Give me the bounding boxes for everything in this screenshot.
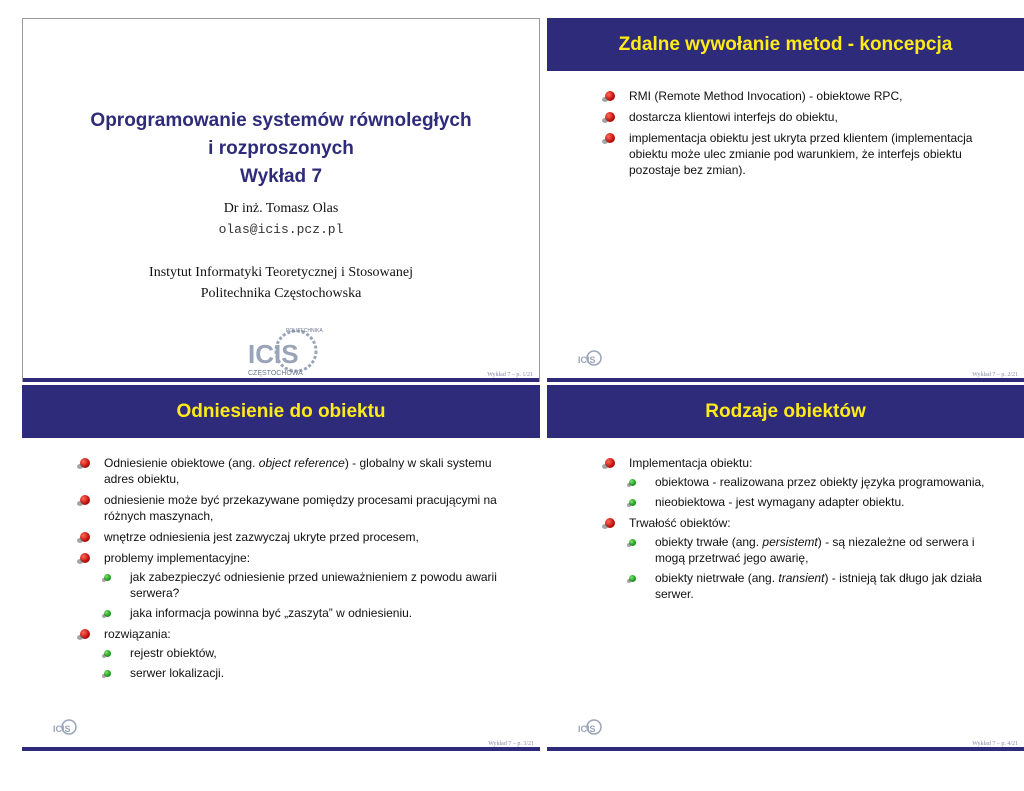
sub-list-item: rejestr obiektów, bbox=[104, 645, 520, 661]
slide-footer: Wykład 7 – p. 4/21 bbox=[972, 741, 1018, 747]
sub-list-item: nieobiektowa - jest wymagany adapter obiektu. bbox=[629, 494, 1004, 510]
sub-list-item: jak zabezpieczyć odniesienie przed unieważnieniem z powodu awarii serwera? bbox=[104, 569, 520, 601]
list-item: Implementacja obiektu: obiektowa - realizowana przez obiekty języka programowania, nieobiektowa - jest wymagany adapter obiektu. bbox=[605, 455, 1004, 510]
slide-header bbox=[547, 385, 1024, 438]
slide-footer: Wykład 7 – p. 1/21 bbox=[487, 372, 533, 378]
icis-mini-logo bbox=[52, 718, 80, 743]
sub-bullet-list bbox=[629, 534, 1004, 602]
slide-title bbox=[22, 18, 540, 382]
red-bullet-icon bbox=[80, 495, 90, 505]
svg-text:ICIS: ICIS bbox=[578, 355, 596, 365]
sub-list-item: obiekty trwałe (ang. persistemt) - są niezależne od serwera i mogą przetrwać jego awarię, bbox=[629, 534, 1004, 566]
logo-text: ICIS bbox=[248, 339, 299, 369]
bullet-list bbox=[80, 455, 520, 686]
list-item: problemy implementacyjne: jak zabezpieczyć odniesienie przed unieważnieniem z powodu awarii serwera? jaka informacja powinna być „zaszyta” w odniesieniu. bbox=[80, 550, 520, 621]
sub-list-item: serwer lokalizacji. bbox=[104, 665, 520, 681]
icis-mini-logo bbox=[577, 349, 605, 374]
red-bullet-icon bbox=[605, 133, 615, 143]
red-bullet-icon bbox=[80, 532, 90, 542]
green-bullet-icon bbox=[629, 499, 636, 506]
slide-header bbox=[547, 18, 1024, 71]
slide-rmi-concept bbox=[547, 18, 1024, 382]
red-bullet-icon bbox=[605, 518, 615, 528]
red-bullet-icon bbox=[80, 458, 90, 468]
red-bullet-icon bbox=[605, 91, 615, 101]
slide-footer: Wykład 7 – p. 2/21 bbox=[972, 372, 1018, 378]
green-bullet-icon bbox=[104, 610, 111, 617]
red-bullet-icon bbox=[80, 553, 90, 563]
list-item: implementacja obiektu jest ukryta przed klientem (implementacja obiektu może ulec zmianie pod warunkiem, że interfejs obiektu pozostaje bez zmian). bbox=[605, 130, 1004, 178]
slide-title: Odniesienie do obiektu bbox=[176, 400, 386, 422]
list-item: odniesienie może być przekazywane pomiędzy procesami pracującymi na różnych maszynach, bbox=[80, 492, 520, 524]
affiliation bbox=[23, 262, 539, 304]
svg-text:ICIS: ICIS bbox=[578, 724, 596, 734]
red-bullet-icon bbox=[80, 629, 90, 639]
list-item: RMI (Remote Method Invocation) - obiektowe RPC, bbox=[605, 88, 1004, 104]
logo-ring-text: POLITECHNIKA bbox=[286, 328, 323, 334]
sub-list-item: jaka informacja powinna być „zaszyta” w odniesieniu. bbox=[104, 605, 520, 621]
list-item: wnętrze odniesienia jest zazwyczaj ukryte przed procesem, bbox=[80, 529, 520, 545]
bullet-list bbox=[605, 88, 1004, 183]
title-line-3: Wykład 7 bbox=[239, 166, 323, 187]
slide-footer: Wykład 7 – p. 3/21 bbox=[488, 741, 534, 747]
green-bullet-icon bbox=[629, 479, 636, 486]
list-item: rozwiązania: rejestr obiektów, serwer lokalizacji. bbox=[80, 626, 520, 681]
green-bullet-icon bbox=[104, 650, 111, 657]
author: Dr inż. Tomasz Olas bbox=[223, 201, 339, 216]
list-item: Odniesienie obiektowe (ang. object reference) - globalny w skali systemu adres obiektu, bbox=[80, 455, 520, 487]
sub-bullet-list bbox=[104, 645, 520, 681]
title-line-1: Oprogramowanie systemów równoległych bbox=[90, 110, 472, 131]
slide-title: Rodzaje obiektów bbox=[705, 400, 866, 422]
icis-logo bbox=[244, 327, 334, 382]
sub-list-item: obiekty nietrwałe (ang. transient) - istnieją tak długo jak działa serwer. bbox=[629, 570, 1004, 602]
green-bullet-icon bbox=[629, 575, 636, 582]
red-bullet-icon bbox=[605, 112, 615, 122]
svg-text:ICIS: ICIS bbox=[53, 724, 71, 734]
slide-bottom-bar bbox=[547, 747, 1024, 751]
sub-bullet-list bbox=[104, 569, 520, 621]
green-bullet-icon bbox=[104, 574, 111, 581]
red-bullet-icon bbox=[605, 458, 615, 468]
green-bullet-icon bbox=[104, 670, 111, 677]
slide-object-types bbox=[547, 385, 1024, 751]
slide-object-reference bbox=[22, 385, 540, 751]
sub-list-item: obiektowa - realizowana przez obiekty języka programowania, bbox=[629, 474, 1004, 490]
slide-bottom-bar bbox=[547, 378, 1024, 382]
title-line-2: i rozproszonych bbox=[208, 138, 354, 159]
university-name: Politechnika Częstochowska bbox=[200, 286, 362, 301]
bullet-list bbox=[605, 455, 1004, 607]
slide-bottom-bar bbox=[23, 378, 539, 382]
green-bullet-icon bbox=[629, 539, 636, 546]
sub-bullet-list bbox=[629, 474, 1004, 510]
logo-subtext: CZĘSTOCHOWA bbox=[248, 370, 303, 377]
slide-header bbox=[22, 385, 540, 438]
slide-title: Zdalne wywołanie metod - koncepcja bbox=[618, 33, 953, 55]
icis-mini-logo bbox=[577, 718, 605, 743]
presentation-title bbox=[23, 107, 539, 191]
slide-bottom-bar bbox=[22, 747, 540, 751]
author-email: olas@icis.pcz.pl bbox=[218, 222, 344, 237]
list-item: Trwałość obiektów: obiekty trwałe (ang. persistemt) - są niezależne od serwera i mogą przetrwać jego awarię, obiekty nietrwałe (ang. transient) - istnieją tak długo jak działa serwer. bbox=[605, 515, 1004, 602]
list-item: dostarcza klientowi interfejs do obiektu, bbox=[605, 109, 1004, 125]
institute-name: Instytut Informatyki Teoretycznej i Stosowanej bbox=[149, 265, 413, 280]
